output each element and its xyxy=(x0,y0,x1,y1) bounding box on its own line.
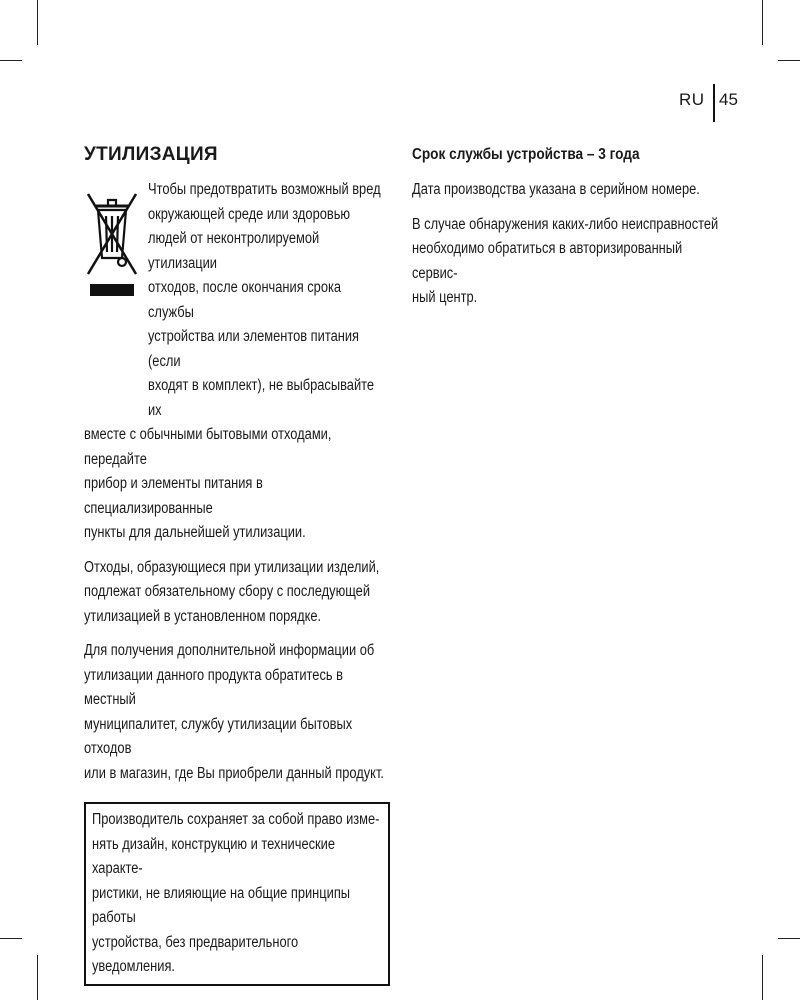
crossed-out-wheelie-bin-icon xyxy=(84,182,140,305)
crop-mark xyxy=(778,60,800,61)
text-line: ный центр. xyxy=(412,289,478,306)
disposal-heading: УТИЛИЗАЦИЯ xyxy=(84,144,218,165)
text-line: прибор и элементы питания в специализированные xyxy=(84,475,263,517)
disposal-intro xyxy=(84,178,390,423)
page-divider xyxy=(713,84,715,122)
crop-mark xyxy=(37,0,38,45)
text-line: вместе с обычными бытовыми отходами, передайте xyxy=(84,426,332,468)
production-date-paragraph xyxy=(412,178,722,203)
text-line: утилизацией в установленном порядке. xyxy=(84,607,322,625)
text-line: ристики, не влияющие на общие принципы работы xyxy=(92,884,351,926)
text-line: нять дизайн, конструкцию и технические характе- xyxy=(92,835,336,877)
text-line: Дата производства указана в серийном номере. xyxy=(412,181,700,198)
text-line: устройства или элементов питания (если xyxy=(148,328,359,370)
disposal-paragraph-2 xyxy=(84,556,390,630)
text-line: муниципалитет, службу утилизации бытовых отходов xyxy=(84,715,353,757)
service-center-paragraph xyxy=(412,213,722,311)
crop-mark xyxy=(762,0,763,45)
service-life-section xyxy=(412,144,722,321)
disposal-paragraph-1-continued xyxy=(84,423,390,546)
crop-mark xyxy=(37,955,38,1000)
text-line: отходов, после окончания срока службы xyxy=(148,279,342,321)
text-line: Отходы, образующиеся при утилизации изделий, xyxy=(84,558,380,576)
service-life-heading: Срок службы устройства – 3 года xyxy=(412,146,640,163)
crop-mark xyxy=(0,938,22,939)
text-line: людей от неконтролируемой утилизации xyxy=(148,230,320,272)
text-line: входят в комплект), не выбрасывайте их xyxy=(148,377,375,419)
crop-mark xyxy=(0,60,22,61)
text-line: или в магазин, где Вы приобрели данный продукт. xyxy=(84,764,384,782)
text-line: устройства, без предварительного уведомления. xyxy=(92,933,299,975)
text-line: Чтобы предотвратить возможный вред xyxy=(148,181,381,198)
text-line: окружающей среде или здоровью xyxy=(148,205,351,223)
text-line: утилизации данного продукта обратитесь в местный xyxy=(84,666,343,708)
crop-mark xyxy=(778,938,800,939)
text-line: пункты для дальнейшей утилизации. xyxy=(84,524,306,541)
page-number: 45 xyxy=(719,90,738,109)
crop-mark xyxy=(762,955,763,1000)
text-line: необходимо обратиться в авторизированный сервис- xyxy=(412,240,683,282)
text-line: подлежат обязательному сбору с последующей xyxy=(84,583,371,600)
text-line: В случае обнаружения каких-либо неисправностей xyxy=(412,215,719,233)
text-line: Для получения дополнительной информации об xyxy=(84,642,375,659)
manufacturer-notice-box xyxy=(84,802,390,986)
language-code: RU xyxy=(679,90,705,109)
disposal-section xyxy=(84,144,390,986)
text-line: Производитель сохраняет за собой право изме- xyxy=(92,811,380,828)
disposal-paragraph-3 xyxy=(84,639,390,786)
